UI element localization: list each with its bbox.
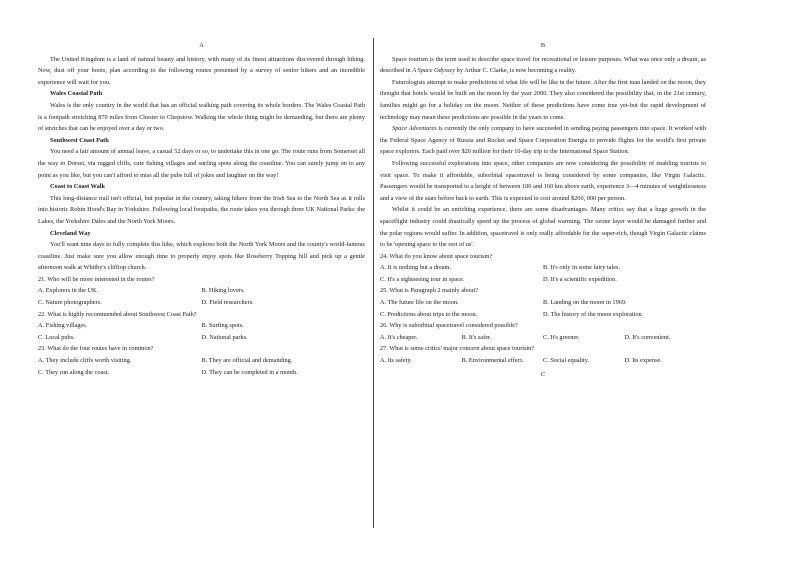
options-row — [380, 297, 706, 309]
passage-b-paragraph-1: Space tourism is the term used to describe space travel for recreational or leisure purposes. What was once only a dream, as described in A Space Odyssey by Arthur C. Clarke, is now becoming a reality. — [380, 55, 706, 75]
option: B. It's safer. — [461, 333, 492, 341]
route-text: This long-distance trail isn't official, but popular in the country, taking hikers from the Irish Sea to the North Sea as it rolls into historic Robin Hood's Bay in Yorkshire. Following local footpaths, the route takes you through three UK National Parks: the Lakes, the Yorkshire Dales and the North York Moors. — [38, 194, 365, 225]
question-22: 22. What is highly recommended about Southwest Coast Path? — [38, 310, 197, 318]
option: C. Predictions about trips to the moon. — [380, 310, 478, 318]
options-row — [38, 332, 365, 344]
book-title: A Space Odyssey — [412, 67, 456, 75]
option: D. Its expense. — [624, 357, 662, 365]
option: C. It's greener. — [543, 333, 580, 341]
option: D. It's convenient. — [624, 333, 671, 341]
passage-b-title: B — [540, 42, 546, 49]
option: A. They include cliffs worth visiting. — [38, 357, 132, 365]
passage-b-paragraph-5: Whilst it could be an enriching experience, there are some disadvantages. Many critics say that a huge growth in the spaceflight industry could drastically speed up the process of global warming. The ozone layer would be damaged further and the polar regions would suffer. In addition, spacetravel is only really affordable for the super-rich, though Virgin Galactic claims to be 'opening space to the rest of us'. — [380, 206, 706, 249]
option: C. Local pubs. — [38, 333, 75, 341]
question-26: 26. Why is suborbital spacetravel considered possible? — [380, 322, 518, 330]
option: D. They can be completed in a month. — [201, 368, 298, 376]
options-row — [38, 297, 365, 309]
question-23: 23. What do the four routes have in common? — [38, 345, 154, 353]
passage-b-paragraph-3: Space Adventures is currently the only company to have succeeded in sending paying passengers into space. It worked with the Federal Space Agency of Russia and Rocket and Space Corporation Energia to provide flights for the world's first private space explorers. Each paid over $20 million for their 10-day trip to the International Space Station. — [380, 125, 706, 156]
option: B. Hiking lovers. — [201, 287, 245, 295]
options-row — [38, 320, 365, 332]
next-passage-label: C — [540, 370, 546, 378]
route-heading: Cleveland Way — [50, 229, 91, 237]
option: B. Environmental effect. — [461, 357, 524, 365]
route-heading: Wales Coastal Path — [50, 90, 103, 98]
option: A. It's cheaper. — [380, 333, 418, 341]
passage-a-column — [38, 40, 365, 378]
column-divider — [373, 38, 374, 528]
passage-a-intro: The United Kingdom is a land of natural beauty and history, with many of its finest attractions discovered through hiking. Now, dust off your boots, plan according to the following routes presented by a survey of senior hikers and an incredible experience will wait for you. — [38, 55, 365, 86]
options-row — [380, 309, 706, 321]
option: A. Fishing villages. — [38, 322, 88, 330]
option: C. Social equality. — [543, 357, 590, 365]
options-row — [38, 285, 365, 297]
options-row — [38, 367, 365, 379]
company-name: Space Adventures — [392, 125, 437, 133]
question-21: 21. Who will be more interested in the routes? — [38, 275, 155, 283]
option: B. Surfing spots. — [201, 322, 244, 330]
options-row — [380, 274, 706, 286]
option: A. The future life on the moon. — [380, 299, 459, 307]
passage-b-column — [380, 40, 706, 380]
option: C. They run along the coast. — [38, 368, 110, 376]
option: B. They are official and demanding. — [201, 357, 293, 365]
options-row — [380, 355, 706, 367]
option: B. Landing on the moon in 1969. — [543, 299, 627, 307]
option: A. Explorers in the UK. — [38, 287, 99, 295]
options-row — [380, 262, 706, 274]
options-row — [380, 332, 706, 344]
option: A. It is nothing but a dream. — [380, 264, 452, 272]
question-24: 24. What do you know about space tourism? — [380, 252, 493, 260]
option: A. Its safety. — [380, 357, 412, 365]
option: C. It's a sightseeing tour in space. — [380, 275, 465, 283]
options-row — [38, 355, 365, 367]
route-text: Wales is the only country in the world that has an official walking path covering its whole borders. The Wales Coastal Path is a footpath stretching 870 miles from Chester to Chepstow. Walking the whole thing might be demanding, but there are plenty of stretches that can be enjoyed over a day or two. — [38, 101, 365, 133]
route-heading: Southwest Coast Path — [50, 136, 109, 144]
passage-b-paragraph-4: Following successful explorations into space, other companies are now considering the possibility of enabling tourists to visit space. To make it affordable, suborbital spacetravel is being considered by some companies, like Virgin Galactic. Passengers would be transported to a height of between 100 and 160 km above earth, experience 3—4 minutes of weightlessness and a view of the stars before back to earth. This is expected to cost around $200, 000 per person. — [380, 159, 706, 202]
passage-b-paragraph-2: Futurologists attempt to make predictions of what life will be like in the future. After the first man landed on the moon, they thought that hotels would be built on the moon by the year 2000. They also considered the possibility that, in the 21st century, families might go for a holiday on the moon. Neither of these predictions have come true yet-but the rapid development of technology may mean these predictions are possible in the years to come. — [380, 78, 706, 121]
question-27: 27. What is some critics' major concern about space tourism? — [380, 345, 535, 353]
route-text: You'll want nine days to fully complete this hike, which explores both the North York Moors and the county's world-famous coastline. Just make sure you allow enough time to properly enjoy spots like Roseberry Topping hill and pick up a gentle afternoon walk at Whitby's clifftop church. — [38, 241, 365, 272]
option: B. It's only in some fairy tales. — [543, 264, 621, 272]
option: D. Field researchers. — [201, 299, 254, 307]
route-text: You need a fair amount of annual leave, a casual 52 days or so, to undertake this in one go. The route runs from Somerset all the way to Dorset, via rugged cliffs, cute fishing villages and surfing spots along the coastline. You can surely jump on to any point as you like, but you can't afford to miss all the pubs full of jokes and laughter on the way! — [38, 148, 365, 179]
option: D. It's a scientific expedition. — [543, 275, 617, 283]
option: D. The history of the moon exploration. — [543, 310, 644, 318]
question-25: 25. What is Paragraph 2 mainly about? — [380, 287, 478, 295]
option: D. National parks. — [201, 333, 248, 341]
passage-a-title: A — [199, 42, 204, 49]
route-heading: Coast to Coast Walk — [50, 183, 105, 191]
option: C. Nature photographers. — [38, 299, 102, 307]
